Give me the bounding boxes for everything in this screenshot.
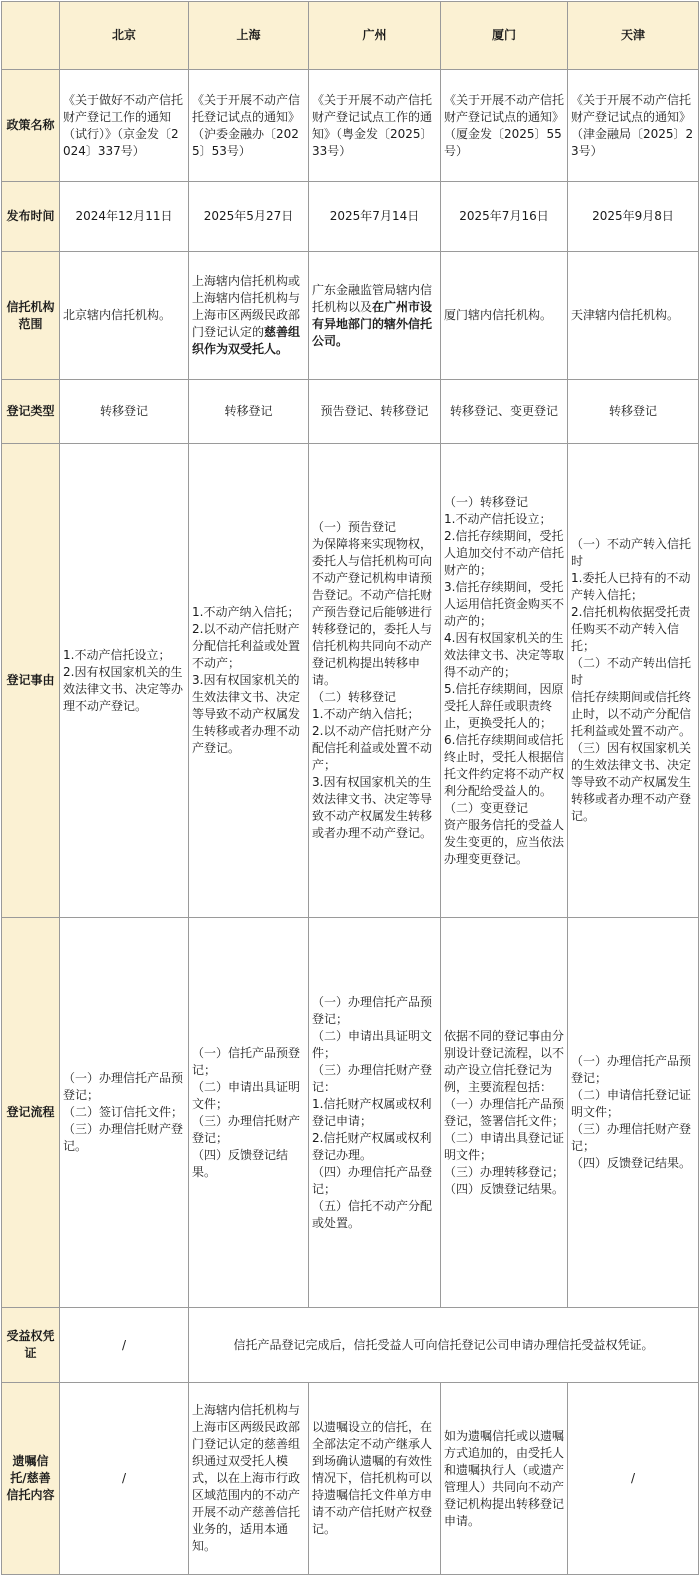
cell-reg-matters-xiamen: [441, 444, 568, 918]
policy-comparison-table: [1, 1, 699, 1575]
row-label-scope: 信托机构范围: [2, 252, 60, 380]
cell-reg-matters-beijing: [60, 444, 189, 918]
row-label-reg-type: 登记类型: [2, 380, 60, 444]
cell-testamentary-guangzhou: 以遗嘱设立的信托，在全部法定不动产继承人到场确认遗嘱的有效性情况下，信托机构可以持遗嘱信托文件单方申请不动产信托财产权登记。: [309, 1383, 441, 1575]
reg-process-xiamen-text: 依据不同的登记事由分别设计登记流程，以不动产设立信托登记为例，主要流程包括： （一）办理信托产品预登记，签署信托文件； （二）申请出具登记证明文件； （三）办理转移登记； （四）反馈登记结果。: [444, 1028, 565, 1196]
cell-reg-matters-tianjin: [568, 444, 699, 918]
header-corner-cell: [2, 2, 60, 70]
row-label-testamentary: 遗嘱信托/慈善信托内容: [2, 1383, 60, 1575]
cell-reg-type-tianjin: 转移登记: [568, 380, 699, 444]
scope-shanghai-text: 上海辖内信托机构或上海辖内信托机构与上海市区两级民政部门登记认定的: [192, 274, 301, 339]
cell-policy-name-shanghai: 《关于开展不动产信托登记试点的通知》（沪委金融办〔2025〕53号）: [189, 70, 309, 182]
cell-scope-beijing: 北京辖内信托机构。: [60, 252, 189, 380]
cell-reg-matters-shanghai: [189, 444, 309, 918]
table-row: [2, 70, 699, 182]
scope-shanghai-bold-text: 慈善组织作为双受托人。: [192, 325, 301, 356]
row-label-publish-date: 发布时间: [2, 182, 60, 252]
scope-guangzhou-bold-text: 在广州市设有异地部门的辖外信托公司。: [312, 299, 433, 348]
header-shanghai: 上海: [189, 2, 309, 70]
table-row: [2, 380, 699, 444]
cell-publish-date-shanghai: 2025年5月27日: [189, 182, 309, 252]
cell-beneficiary-cert-merged: 信托产品登记完成后，信托受益人可向信托登记公司申请办理信托受益权凭证。: [189, 1308, 699, 1383]
cell-reg-type-shanghai: 转移登记: [189, 380, 309, 444]
cell-scope-tianjin: 天津辖内信托机构。: [568, 252, 699, 380]
cell-reg-process-xiamen: [441, 918, 568, 1308]
cell-publish-date-guangzhou: 2025年7月14日: [309, 182, 441, 252]
reg-process-beijing-text: （一）办理信托产品预登记； （二）签订信托文件； （三）办理信托财产登记。: [63, 1071, 184, 1153]
table-row: [2, 182, 699, 252]
cell-scope-xiamen: 厦门辖内信托机构。: [441, 252, 568, 380]
cell-reg-process-shanghai: [189, 918, 309, 1308]
cell-scope-shanghai: [189, 252, 309, 380]
reg-matters-shanghai-text: 1.不动产纳入信托； 2.以不动产信托财产分配信托利益或处置不动产； 3.因有权国家机关的生效法律文书、决定等导致不动产权属发生转移或者办理不动产登记。: [192, 605, 301, 755]
cell-policy-name-guangzhou: 《关于开展不动产信托财产登记试点工作的通知》（粤金发〔2025〕33号）: [309, 70, 441, 182]
header-tianjin: 天津: [568, 2, 699, 70]
reg-matters-guangzhou-text: （一）预告登记 为保障将来实现物权，委托人与信托机构可向不动产登记机构申请预告登记。不动产信托财产预告登记后能够进行转移登记的，委托人与信托机构共同向不动产登记机构提出转移申请。 （二）转移登记 1.不动产纳入信托； 2.以不动产信托财产分配信托利益或处置不动产； 3.因有权国家机关的生效法律文书、决定等导致不动产权属发生转移或者办理不动产登记。: [312, 520, 433, 840]
cell-reg-matters-guangzhou: [309, 444, 441, 918]
table-row: [2, 918, 699, 1308]
row-label-reg-matters: 登记事由: [2, 444, 60, 918]
cell-reg-type-xiamen: 转移登记、变更登记: [441, 380, 568, 444]
cell-reg-process-guangzhou: [309, 918, 441, 1308]
reg-process-guangzhou-text: （一）办理信托产品预登记； （二）申请出具证明文件； （三）办理信托财产登记： 1.信托财产权属或权利登记申请； 2.信托财产权属或权利登记办理。 （四）办理信托产品登记； （五）信托不动产分配或处置。: [312, 994, 433, 1230]
cell-beneficiary-cert-beijing: /: [60, 1308, 189, 1383]
cell-publish-date-tianjin: 2025年9月8日: [568, 182, 699, 252]
reg-process-shanghai-text: （一）信托产品预登记； （二）申请出具证明文件； （三）办理信托财产登记； （四）反馈登记结果。: [192, 1045, 301, 1179]
cell-publish-date-xiamen: 2025年7月16日: [441, 182, 568, 252]
table-row: [2, 1383, 699, 1575]
cell-reg-type-guangzhou: 预告登记、转移登记: [309, 380, 441, 444]
reg-process-tianjin-text: （一）办理信托产品预登记； （二）申请信托登记证明文件； （三）办理信托财产登记； （四）反馈登记结果。: [571, 1054, 692, 1170]
cell-testamentary-shanghai: 上海辖内信托机构与上海市区两级民政部门登记认定的慈善组织通过双受托人模式，以在上海市行政区域范围内的不动产开展不动产慈善信托业务的，适用本通知。: [189, 1383, 309, 1575]
cell-testamentary-beijing: /: [60, 1383, 189, 1575]
cell-testamentary-xiamen: 如为遗嘱信托或以遗嘱方式追加的，由受托人和遗嘱执行人（或遗产管理人）共同向不动产登记机构提出转移登记申请。: [441, 1383, 568, 1575]
cell-testamentary-tianjin: /: [568, 1383, 699, 1575]
cell-reg-process-beijing: [60, 918, 189, 1308]
cell-policy-name-beijing: 《关于做好不动产信托财产登记工作的通知（试行）》（京金发〔2024〕337号）: [60, 70, 189, 182]
table-row: [2, 444, 699, 918]
row-label-policy-name: 政策名称: [2, 70, 60, 182]
reg-matters-xiamen-text: （一）转移登记 1.不动产信托设立； 2.信托存续期间，受托人追加交付不动产信托财产的； 3.信托存续期间，受托人运用信托资金购买不动产的； 4.因有权国家机关的生效法律文书、决定等取得不动产的； 5.信托存续期间，因原受托人辞任或职责终止，更换受托人的； 6.信托存续期间或信托终止时，受托人根据信托文件约定将不动产权利分配给受益人的。 （二）变更登记 资产服务信托的受益人发生变更的，应当依法办理变更登记。: [444, 494, 565, 866]
row-label-beneficiary-cert: 受益权凭证: [2, 1308, 60, 1383]
cell-publish-date-beijing: 2024年12月11日: [60, 182, 189, 252]
row-label-reg-process: 登记流程: [2, 918, 60, 1308]
scope-guangzhou-text: 广东金融监管局辖内信托机构以及: [312, 282, 433, 314]
cell-reg-type-beijing: 转移登记: [60, 380, 189, 444]
cell-reg-process-tianjin: [568, 918, 699, 1308]
header-beijing: 北京: [60, 2, 189, 70]
cell-scope-guangzhou: [309, 252, 441, 380]
cell-policy-name-xiamen: 《关于开展不动产信托财产登记试点的通知》（厦金发〔2025〕55号）: [441, 70, 568, 182]
reg-matters-tianjin-text: （一）不动产转入信托时 1.委托人已持有的不动产转入信托； 2.信托机构依据受托责任购买不动产转入信托； （二）不动产转出信托时 信托存续期间或信托终止时，以不动产分配信托利益或处置不动产。 （三）因有权国家机关的生效法律文书、决定等导致不动产权属发生转移或者办理不动产登记。: [571, 537, 692, 823]
cell-policy-name-tianjin: 《关于开展不动产信托财产登记试点的通知》（津金融局〔2025〕23号）: [568, 70, 699, 182]
table-row: [2, 252, 699, 380]
table-row: [2, 1308, 699, 1383]
reg-matters-beijing-text: 1.不动产信托设立； 2.因有权国家机关的生效法律文书、决定等办理不动产登记。: [63, 647, 184, 713]
table-header-row: [2, 2, 699, 70]
header-guangzhou: 广州: [309, 2, 441, 70]
header-xiamen: 厦门: [441, 2, 568, 70]
